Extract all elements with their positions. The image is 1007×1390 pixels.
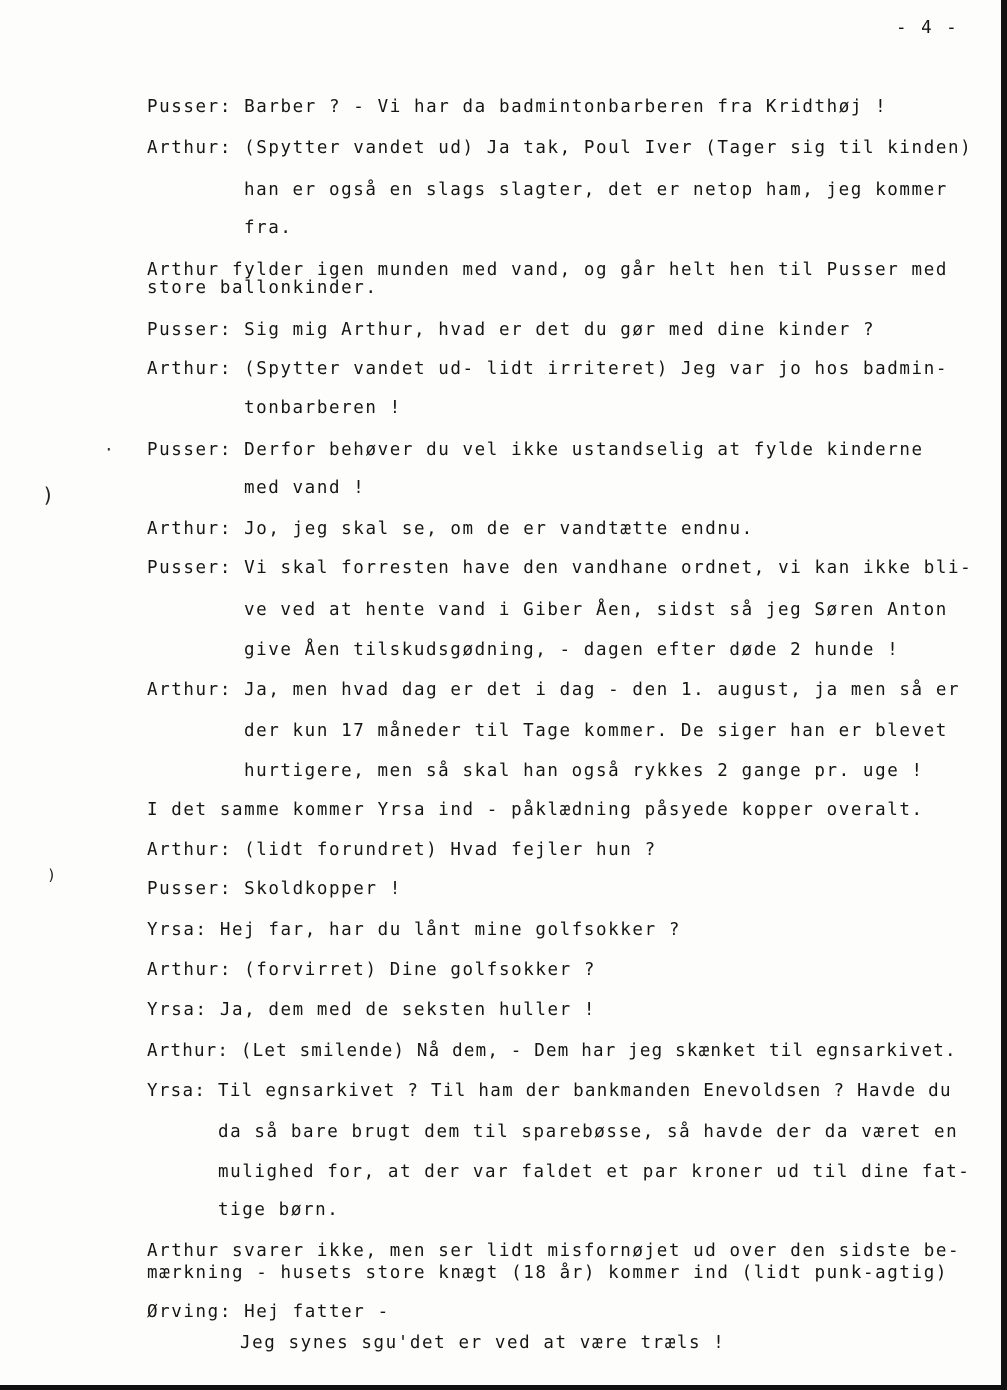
text-line: Arthur: (Spytter vandet ud) Ja tak, Poul Iver (Tager sig til kinden) (147, 138, 973, 158)
margin-bracket-1: ) (42, 483, 55, 507)
text-line: Jeg synes sgu'det er ved at være træls ! (240, 1333, 726, 1353)
scan-edge-right (1001, 0, 1007, 1390)
text-line: fra. (244, 218, 293, 238)
text-line: Arthur fylder igen munden med vand, og går helt hen til Pusser med (147, 260, 948, 280)
text-line: Pusser: Derfor behøver du vel ikke ustandselig at fylde kinderne (147, 440, 924, 460)
text-line: Yrsa: Til egnsarkivet ? Til ham der bankmanden Enevoldsen ? Havde du (147, 1081, 952, 1101)
text-line: tonbarberen ! (244, 398, 402, 418)
text-line: Yrsa: Ja, dem med de seksten huller ! (147, 1000, 597, 1020)
text-line: mulighed for, at der var faldet et par kroner ud til dine fat- (218, 1162, 971, 1182)
text-line: han er også en slags slagter, det er netop ham, jeg kommer (244, 180, 948, 200)
text-line: Arthur: (Spytter vandet ud- lidt irriteret) Jeg var jo hos badmin- (147, 359, 948, 379)
text-line: Arthur: (Let smilende) Nå dem, - Dem har jeg skænket til egnsarkivet. (147, 1041, 957, 1061)
text-line: da så bare brugt dem til sparebøsse, så havde der da været en (218, 1122, 959, 1142)
text-line: Ørving: Hej fatter - (147, 1302, 390, 1322)
text-line: I det samme kommer Yrsa ind - påklædning påsyede kopper overalt. (147, 800, 924, 820)
text-line: der kun 17 måneder til Tage kommer. De siger han er blevet (244, 721, 948, 741)
text-line: Arthur: Jo, jeg skal se, om de er vandtætte endnu. (147, 519, 754, 539)
text-line: Pusser: Vi skal forresten have den vandhane ordnet, vi kan ikke bli- (147, 558, 973, 578)
text-line: ve ved at hente vand i Giber Åen, sidst så jeg Søren Anton (244, 600, 948, 620)
margin-dot: · (104, 440, 114, 459)
text-line: Pusser: Sig mig Arthur, hvad er det du gør med dine kinder ? (147, 320, 876, 340)
text-line: tige børn. (218, 1200, 340, 1220)
text-line: Arthur: (forvirret) Dine golfsokker ? (147, 960, 597, 980)
margin-bracket-2: ) (47, 866, 57, 884)
text-line: med vand ! (244, 478, 366, 498)
text-line: Pusser: Barber ? - Vi har da badmintonbarberen fra Kridthøj ! (147, 97, 888, 117)
page-number: - 4 - (896, 18, 959, 38)
text-line: Pusser: Skoldkopper ! (147, 879, 402, 899)
text-line: mærkning - husets store knægt (18 år) kommer ind (lidt punk-agtig) (147, 1263, 948, 1283)
text-line: Arthur: (lidt forundret) Hvad fejler hun ? (147, 840, 657, 860)
text-line: Yrsa: Hej far, har du lånt mine golfsokker ? (147, 920, 681, 940)
text-line: Arthur svarer ikke, men ser lidt misfornøjet ud over den sidste be- (147, 1241, 961, 1261)
text-line: hurtigere, men så skal han også rykkes 2 gange pr. uge ! (244, 761, 924, 781)
text-line: give Åen tilskudsgødning, - dagen efter døde 2 hunde ! (244, 640, 900, 660)
text-line: store ballonkinder. (147, 278, 378, 298)
text-line: Arthur: Ja, men hvad dag er det i dag - den 1. august, ja men så er (147, 680, 961, 700)
scan-edge-bottom (0, 1385, 1007, 1390)
